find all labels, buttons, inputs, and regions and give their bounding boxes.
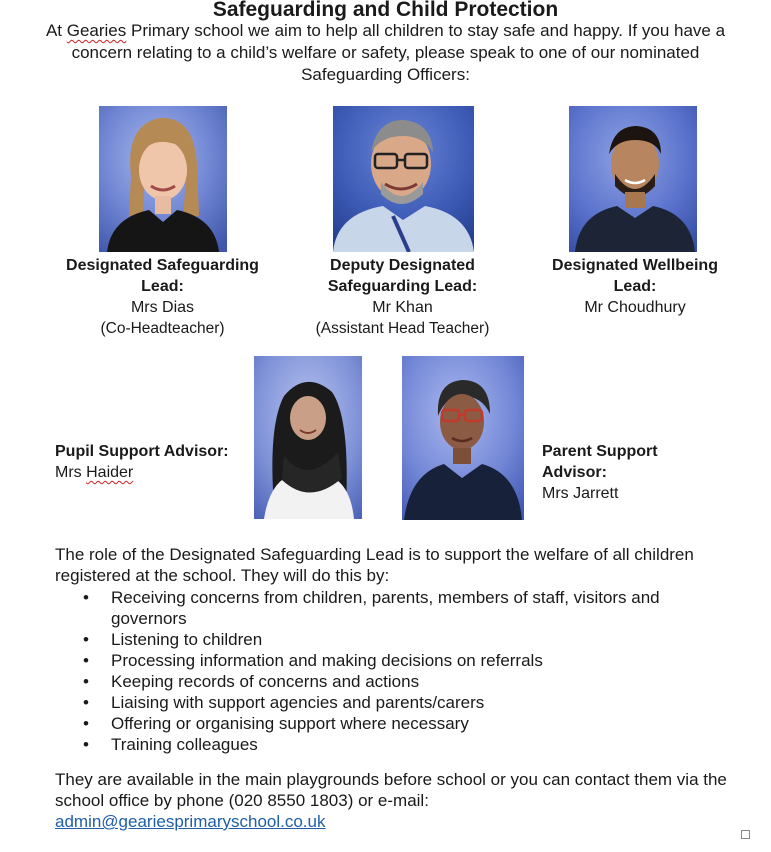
photo-mrs-jarrett: [402, 356, 524, 520]
intro-paragraph: [40, 20, 731, 86]
page-end-marker: [741, 830, 750, 839]
officer-card-dsl: [45, 255, 280, 339]
list-item: • Receiving concerns from children, parents, members of staff, visitors and governors: [55, 587, 735, 629]
officer-role: Deputy Designated Safeguarding Lead:: [327, 257, 478, 295]
officer-card-parent-support: [542, 441, 682, 504]
list-item: • Offering or organising support where necessary: [55, 713, 735, 734]
officer-name: Mr Choudhury: [584, 299, 686, 316]
dsl-intro-paragraph: The role of the Designated Safeguarding Lead is to support the welfare of all children registered at the school. They will do this by:: [55, 545, 694, 585]
officer-role: Designated Wellbeing Lead:: [552, 257, 718, 295]
list-item: • Training colleagues: [55, 734, 735, 755]
officer-role: Parent Support Advisor:: [542, 443, 658, 481]
list-item: • Keeping records of concerns and actions: [55, 671, 735, 692]
officer-note: (Assistant Head Teacher): [315, 320, 490, 337]
officer-name-prefix: Mrs: [55, 464, 87, 481]
list-item: • Listening to children: [55, 629, 735, 650]
officer-role: Pupil Support Advisor:: [55, 443, 229, 460]
officer-card-deputy-dsl: [300, 255, 505, 339]
officer-card-pupil-support: [55, 441, 250, 483]
officer-name: Mrs Jarrett: [542, 485, 619, 502]
photo-mr-khan: [333, 106, 474, 252]
officer-name: Mr Khan: [372, 299, 433, 316]
officer-name: Mrs Dias: [130, 299, 195, 316]
officer-name: [55, 464, 133, 481]
photo-mrs-dias: [99, 106, 227, 252]
list-item: • Processing information and making decisions on referrals: [55, 650, 735, 671]
officer-note: (Co-Headteacher): [100, 320, 225, 337]
contact-email-link[interactable]: admin@geariesprimaryschool.co.uk: [55, 812, 326, 831]
duties-list: [55, 587, 735, 755]
officer-role: Designated Safeguarding Lead:: [66, 257, 259, 295]
officer-card-wellbeing-lead: [535, 255, 735, 318]
intro-text-end: Primary school we aim to help all children to stay safe and happy. If you have a concern relating to a child’s welfare or safety, please speak to one of our nominated Safeguarding Officers:: [71, 21, 726, 84]
contact-paragraph: [55, 769, 735, 832]
page-title: Safeguarding and Child Protection: [212, 0, 559, 21]
intro-text-start: At: [45, 21, 67, 40]
list-item: • Liaising with support agencies and parents/carers: [55, 692, 735, 713]
photo-mr-choudhury: [569, 106, 697, 252]
contact-text: They are available in the main playgrounds before school or you can contact them via the school office by phone (020 8550 1803) or e-mail:: [55, 770, 727, 810]
school-name: Gearies: [66, 21, 127, 40]
officer-name-surname: Haider: [86, 464, 134, 481]
photo-mrs-haider: [254, 356, 362, 519]
